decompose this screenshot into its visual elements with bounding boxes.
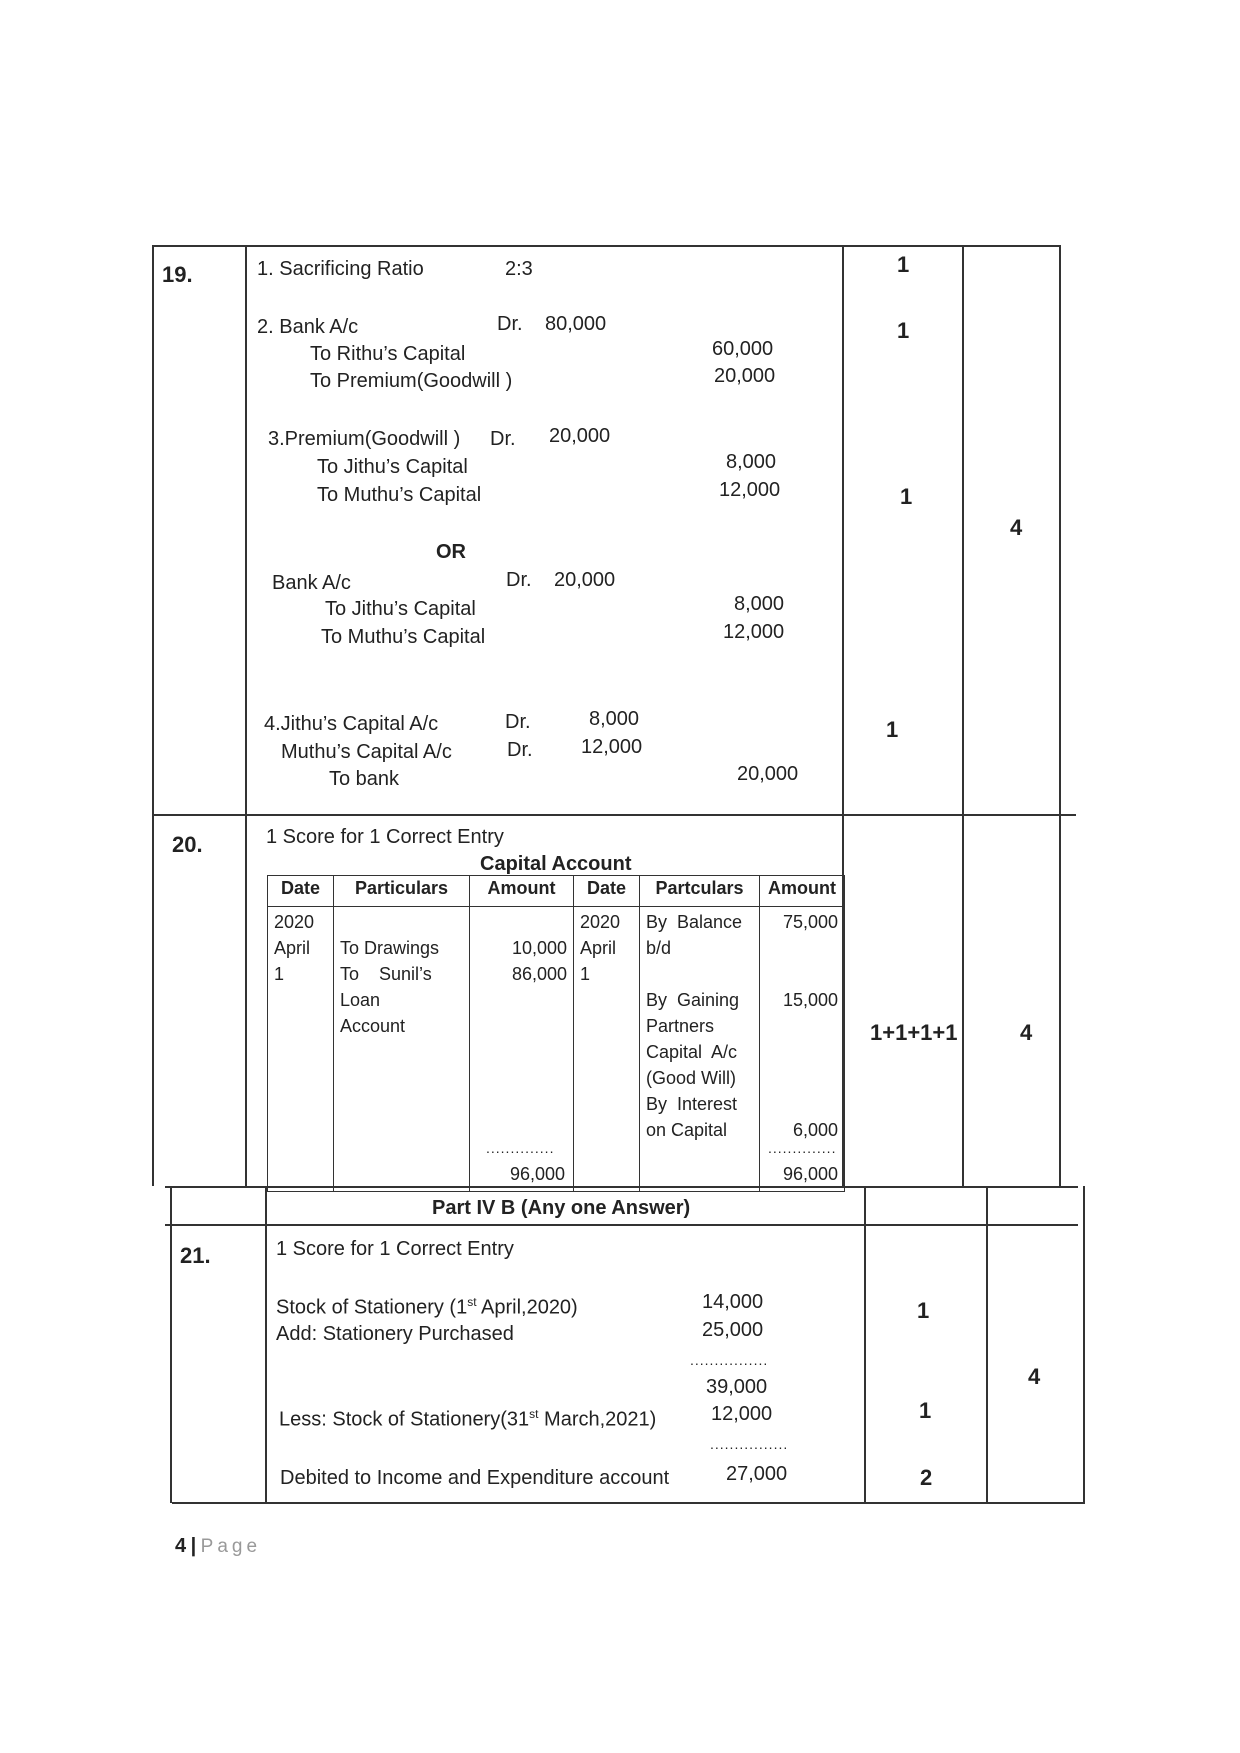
dr-date-cell xyxy=(268,907,334,1192)
entry4-debit1: 4.Jithu’s Capital A/c xyxy=(264,713,439,735)
entry3-dr: Dr. xyxy=(490,428,516,450)
q20-score: 1+1+1+1 xyxy=(870,1020,958,1045)
col-border-left-lower xyxy=(170,1186,172,1503)
col-amount-cr: Amount xyxy=(760,876,845,907)
cr-date-line: 2020 xyxy=(580,912,621,932)
cr-particular-line: By Gaining xyxy=(646,990,740,1010)
entry4-debit2-dr: Dr. xyxy=(507,739,533,761)
entry3-credit1: To Jithu’s Capital xyxy=(317,456,468,478)
page-label: Page xyxy=(200,1536,262,1557)
or-label: OR xyxy=(436,541,466,563)
dr-amount-line: 86,000 xyxy=(511,964,567,984)
col-date: Date xyxy=(268,876,334,907)
entry2-debit: 2. Bank A/c xyxy=(257,316,359,338)
dr-particular-line: Account xyxy=(340,1016,406,1036)
cr-particular-line: Partners xyxy=(646,1016,715,1036)
cr-date-line: April xyxy=(580,938,617,958)
cr-particulars-cell xyxy=(640,907,760,1192)
cr-particular-line: (Good Will) xyxy=(646,1068,737,1088)
col-border-answer-lower xyxy=(864,1186,866,1503)
q21-intro: 1 Score for 1 Correct Entry xyxy=(276,1238,514,1260)
cr-particular-line: Capital A/c xyxy=(646,1042,738,1062)
dr-particular-line: Loan xyxy=(340,990,381,1010)
cr-total-dots: .............. xyxy=(768,1140,837,1156)
cr-particular-line: on Capital xyxy=(646,1120,728,1140)
alt-entry-debit: Bank A/c xyxy=(272,572,351,594)
entry4-debit1-dr: Dr. xyxy=(505,711,531,733)
dr-particular-line: To Sunil’s xyxy=(340,964,432,984)
subtotal-amount: 39,000 xyxy=(706,1376,768,1398)
dr-particular-line: To Drawings xyxy=(340,938,440,958)
alt-entry-debit-amount: 20,000 xyxy=(554,569,616,591)
q20-intro: 1 Score for 1 Correct Entry xyxy=(266,826,504,848)
table-bottom-border xyxy=(172,1502,1085,1504)
entry4-debit1-amount: 8,000 xyxy=(589,708,640,730)
entry4-credit: To bank xyxy=(329,768,400,790)
entry4-debit2-amount: 12,000 xyxy=(581,736,643,758)
question-number-21: 21. xyxy=(180,1243,211,1268)
alt-entry-credit2: To Muthu’s Capital xyxy=(321,626,486,648)
q20-total: 4 xyxy=(1020,1020,1033,1045)
sacrificing-ratio-value: 2:3 xyxy=(505,258,533,280)
col-border-score-lower xyxy=(986,1186,988,1503)
alt-entry-credit1: To Jithu’s Capital xyxy=(325,598,476,620)
page-separator: | xyxy=(190,1535,197,1557)
entry3-credit1-amount: 8,000 xyxy=(726,451,777,473)
entry4-debit2: Muthu’s Capital A/c xyxy=(281,741,452,763)
entry4-credit-amount: 20,000 xyxy=(737,763,799,785)
q19-score-2: 1 xyxy=(897,318,910,343)
cr-amount-line: 75,000 xyxy=(782,912,838,932)
cr-total: 96,000 xyxy=(782,1164,838,1184)
alt-entry-credit1-amount: 8,000 xyxy=(734,593,785,615)
entry2-dr: Dr. xyxy=(497,313,523,335)
alt-entry-dr: Dr. xyxy=(506,569,532,591)
page-number: 4 xyxy=(175,1535,187,1557)
dr-total-dots: .............. xyxy=(486,1140,555,1156)
cr-particular-line: b/d xyxy=(646,938,672,958)
cr-amount-line: 15,000 xyxy=(782,990,838,1010)
q19-score-4: 1 xyxy=(886,717,899,742)
q21-score-1: 1 xyxy=(917,1298,930,1323)
dr-date-line: 1 xyxy=(274,964,285,984)
dr-date-line: April xyxy=(274,938,311,958)
entry3-debit: 3.Premium(Goodwill ) xyxy=(268,428,461,450)
closing-stock-label: Less: Stock of Stationery(31st March,2021) xyxy=(279,1407,657,1431)
table-top-border xyxy=(152,245,1060,247)
col-border-score xyxy=(962,245,964,1186)
cr-particular-line: By Balance xyxy=(646,912,743,932)
col-border-left xyxy=(152,245,154,1186)
dr-total: 96,000 xyxy=(509,1164,565,1184)
capital-account-table xyxy=(267,875,845,1192)
row-divider-partb-21 xyxy=(165,1224,1078,1226)
cr-date-cell xyxy=(574,907,640,1192)
part-iv-b-heading: Part IV B (Any one Answer) xyxy=(432,1197,691,1219)
purchases-label: Add: Stationery Purchased xyxy=(276,1323,514,1345)
entry2-credit2-amount: 20,000 xyxy=(714,365,776,387)
row-divider-19-20 xyxy=(152,814,1076,816)
capital-account-body xyxy=(268,907,845,1192)
col-particulars: Particulars xyxy=(334,876,470,907)
cr-amount-line: 6,000 xyxy=(792,1120,838,1140)
entry2-credit2: To Premium(Goodwill ) xyxy=(310,370,513,392)
col-border-question xyxy=(245,245,247,1186)
capital-account-title: Capital Account xyxy=(480,853,632,875)
col-border-question-lower xyxy=(265,1186,267,1503)
q19-score-1: 1 xyxy=(897,252,910,277)
col-date-cr: Date xyxy=(574,876,640,907)
cr-date-line: 1 xyxy=(580,964,591,984)
entry3-credit2-amount: 12,000 xyxy=(719,479,781,501)
sacrificing-ratio-label: 1. Sacrificing Ratio xyxy=(257,258,424,280)
col-amount: Amount xyxy=(470,876,574,907)
col-border-right xyxy=(1059,245,1061,1186)
entry2-credit1: To Rithu’s Capital xyxy=(310,343,466,365)
cr-particular-line: By Interest xyxy=(646,1094,738,1114)
dr-amount-cell xyxy=(470,907,574,1192)
opening-stock-label: Stock of Stationery (1st April,2020) xyxy=(276,1295,578,1319)
opening-stock-amount: 14,000 xyxy=(702,1291,764,1313)
col-border-right-lower xyxy=(1083,1186,1085,1503)
purchases-amount: 25,000 xyxy=(702,1319,764,1341)
entry2-debit-amount: 80,000 xyxy=(545,313,607,335)
entry3-credit2: To Muthu’s Capital xyxy=(317,484,482,506)
q19-total: 4 xyxy=(1010,515,1023,540)
debited-amount: 27,000 xyxy=(726,1463,788,1485)
debited-label: Debited to Income and Expenditure account xyxy=(280,1467,670,1489)
closing-stock-amount: 12,000 xyxy=(711,1403,773,1425)
dr-particulars-cell xyxy=(334,907,470,1192)
question-number-19: 19. xyxy=(162,262,193,287)
col-particulars-cr: Partculars xyxy=(640,876,760,907)
q21-score-2: 1 xyxy=(919,1398,932,1423)
entry3-debit-amount: 20,000 xyxy=(549,425,611,447)
q21-score-3: 2 xyxy=(920,1465,933,1490)
capital-account-header xyxy=(268,876,845,907)
q19-score-3: 1 xyxy=(900,484,913,509)
dr-date-line: 2020 xyxy=(274,912,315,932)
entry2-credit1-amount: 60,000 xyxy=(712,338,774,360)
q21-total: 4 xyxy=(1028,1364,1041,1389)
question-number-20: 20. xyxy=(172,832,203,857)
final-dots: ................ xyxy=(710,1436,789,1452)
page-footer xyxy=(175,1535,261,1558)
cr-amount-cell xyxy=(760,907,845,1192)
alt-entry-credit2-amount: 12,000 xyxy=(723,621,785,643)
dr-amount-line: 10,000 xyxy=(511,938,567,958)
subtotal-dots: ................ xyxy=(690,1352,769,1368)
